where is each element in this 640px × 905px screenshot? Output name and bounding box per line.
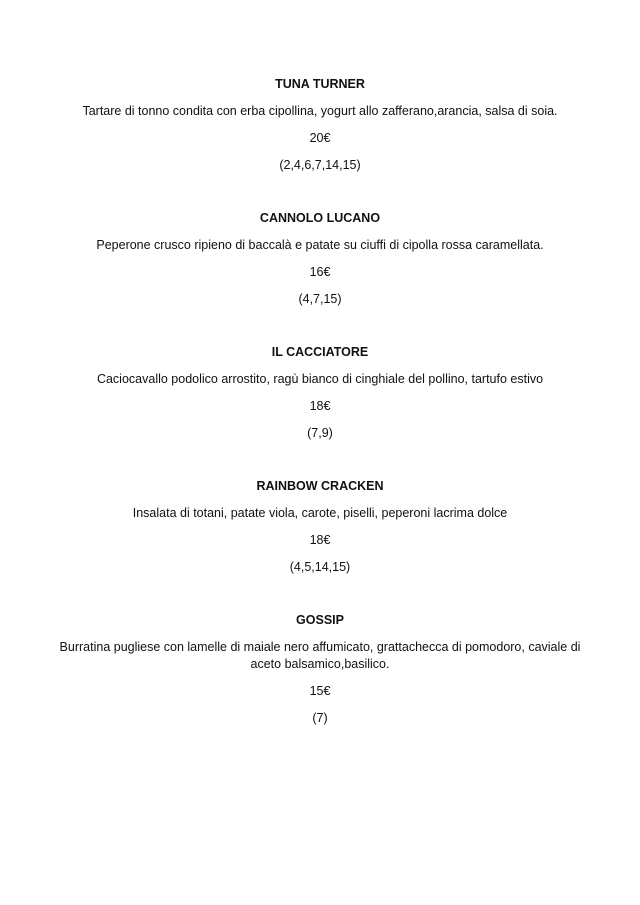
- dish-description: Burratina pugliese con lamelle di maiale nero affumicato, grattachecca di pomodoro, caviale di aceto balsamico,basilico.: [59, 640, 581, 671]
- menu-item-tuna-turner: [50, 76, 590, 210]
- dish-allergens: (2,4,6,7,14,15): [279, 158, 361, 172]
- menu-item-rainbow-cracken: [50, 478, 590, 612]
- dish-price: 16€: [309, 265, 331, 279]
- dish-price: 15€: [309, 684, 331, 698]
- dish-allergens: (4,7,15): [298, 292, 342, 306]
- menu-item-cannolo-lucano: [50, 210, 590, 344]
- dish-description: Caciocavallo podolico arrostito, ragù bianco di cinghiale del pollino, tartufo estivo: [96, 372, 544, 386]
- dish-price: 18€: [309, 533, 331, 547]
- dish-allergens: (7): [312, 711, 328, 725]
- dish-allergens: (4,5,14,15): [289, 560, 351, 574]
- menu-item-gossip: [50, 612, 590, 746]
- dish-title: GOSSIP: [296, 613, 344, 627]
- dish-title: IL CACCIATORE: [271, 345, 369, 359]
- dish-title: CANNOLO LUCANO: [259, 211, 381, 225]
- dish-title: TUNA TURNER: [275, 77, 365, 91]
- dish-description: Insalata di totani, patate viola, carote, piselli, peperoni lacrima dolce: [132, 506, 508, 520]
- dish-title: RAINBOW CRACKEN: [256, 479, 384, 493]
- dish-description: Tartare di tonno condita con erba cipollina, yogurt allo zafferano,arancia, salsa di soia.: [82, 104, 558, 118]
- dish-price: 20€: [309, 131, 331, 145]
- dish-price: 18€: [309, 399, 331, 413]
- dish-description: Peperone crusco ripieno di baccalà e patate su ciuffi di cipolla rossa caramellata.: [96, 238, 544, 252]
- dish-allergens: (7,9): [307, 426, 333, 440]
- menu-item-il-cacciatore: [50, 344, 590, 478]
